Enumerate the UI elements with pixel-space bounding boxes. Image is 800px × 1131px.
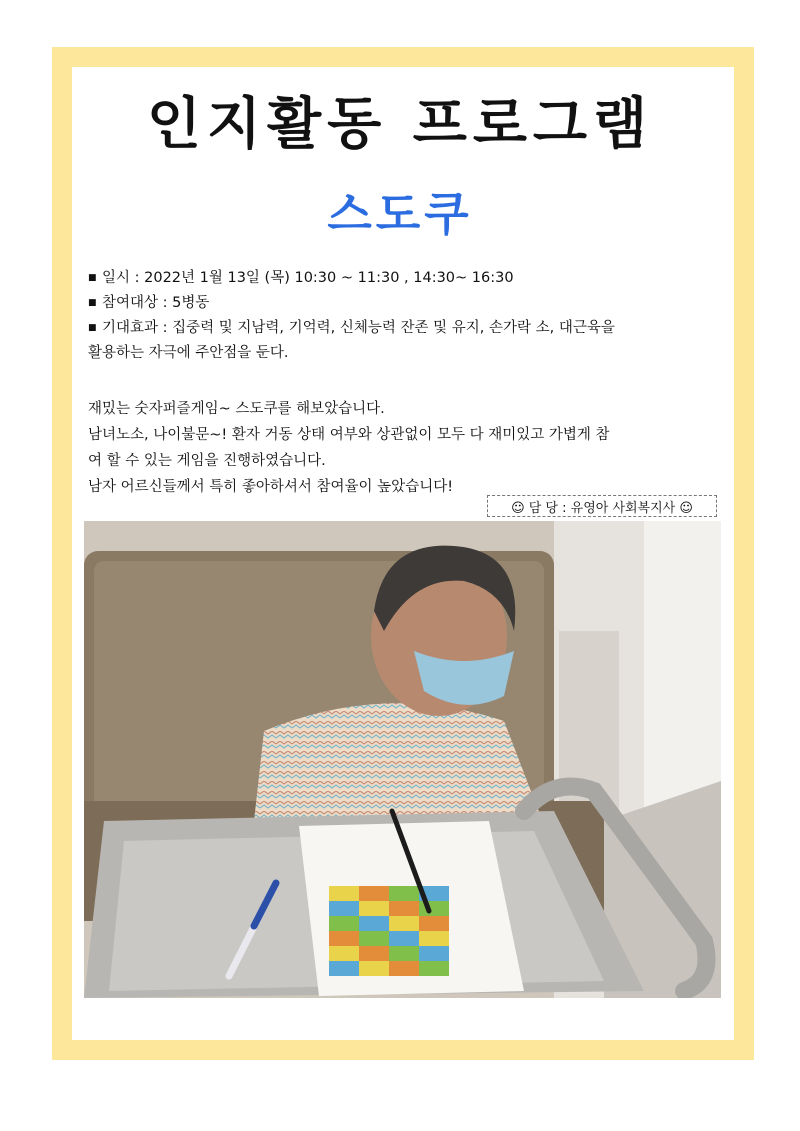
info-effect-continued: 활용하는 자극에 주안점을 둔다. — [88, 345, 289, 361]
info-target-row — [88, 291, 720, 316]
info-target: 참여대상 : 5병동 — [102, 295, 210, 311]
staff-credit: ☺ 담 당 : 유영아 사회복지사 ☺ — [487, 495, 717, 517]
bullet-icon: ■ — [88, 323, 97, 333]
program-description — [88, 396, 720, 500]
description-line: 여 할 수 있는 게임을 진행하였습니다. — [88, 453, 326, 469]
info-date: 일시 : 2022년 1월 13일 (목) 10:30 ~ 11:30 , 14:30~ 16:30 — [102, 270, 514, 286]
activity-photo — [84, 521, 721, 998]
info-effect: 기대효과 : 집중력 및 지남력, 기억력, 신체능력 잔존 및 유지, 손가락 소, 대근육을 — [102, 320, 615, 336]
bullet-icon: ■ — [88, 298, 97, 308]
info-date-row — [88, 266, 720, 291]
activity-photo-illustration — [84, 521, 721, 998]
description-line: 남자 어르신들께서 특히 좋아하셔서 참여율이 높았습니다! — [88, 479, 454, 495]
page-title: 인지활동 프로그램 — [146, 92, 654, 157]
program-name: 스도쿠 — [327, 187, 473, 241]
description-line: 남녀노소, 나이불문~! 환자 거동 상태 여부와 상관없이 모두 다 재미있고 가볍게 참 — [88, 427, 610, 443]
program-info — [88, 266, 720, 366]
info-effect-row — [88, 316, 720, 341]
description-line: 재밌는 숫자퍼즐게임~ 스도쿠를 해보았습니다. — [88, 401, 385, 417]
bullet-icon: ■ — [88, 273, 97, 283]
